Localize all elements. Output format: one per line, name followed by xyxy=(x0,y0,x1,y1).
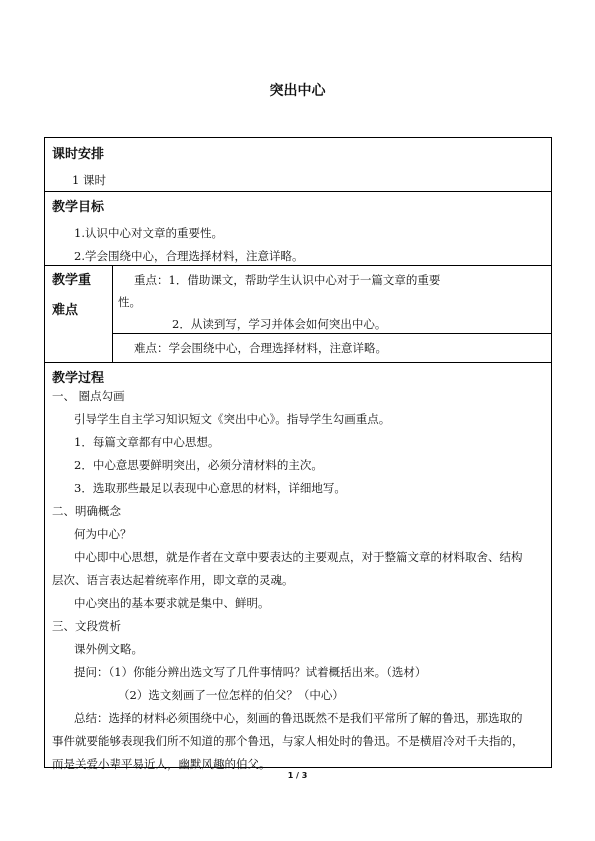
process-line: 二、明确概念 xyxy=(52,504,121,518)
focus-text: 2．从读到写，学习并体会如何突出中心。 xyxy=(172,317,387,331)
process-line: 层次、语言表达起着统率作用，即文章的灵魂。 xyxy=(52,573,294,587)
process-line: 课外例文略。 xyxy=(74,642,143,656)
row-divider xyxy=(112,333,552,334)
column-divider xyxy=(112,265,113,362)
goals-heading: 教学目标 xyxy=(52,200,105,215)
focus-text: 重点：1．借助课文，帮助学生认识中心对于一篇文章的重要 xyxy=(134,273,441,287)
page-number: 1 / 3 xyxy=(287,771,308,780)
process-line: 1．每篇文章都有中心思想。 xyxy=(74,435,220,449)
focus-text: 性。 xyxy=(118,295,141,309)
process-heading: 教学过程 xyxy=(52,371,105,386)
process-line: 2．中心意思要鲜明突出，必须分清材料的主次。 xyxy=(74,458,323,472)
process-line: 一、 圈点勾画 xyxy=(52,389,125,403)
page-title: 突出中心 xyxy=(269,83,326,99)
process-line: （2）选文刻画了一位怎样的伯父？（中心） xyxy=(118,688,344,702)
keypoints-heading: 难点 xyxy=(52,303,79,318)
process-line: 总结：选择的材料必须围绕中心，刻画的鲁迅既然不是我们平常所了解的鲁迅，那选取的 xyxy=(74,711,523,725)
goal-item: 1.认识中心对文章的重要性。 xyxy=(74,226,223,240)
difficulty-text: 难点：学会围绕中心，合理选择材料，注意详略。 xyxy=(134,341,387,355)
process-line: 事件就要能够表现我们所不知道的那个鲁迅，与家人相处时的鲁迅。不是横眉冷对千夫指的， xyxy=(52,734,524,748)
row-divider xyxy=(44,362,552,363)
row-divider xyxy=(44,265,552,266)
process-line: 而是关爱小辈平易近人，幽默风趣的伯父。 xyxy=(52,757,271,771)
process-line: 引导学生自主学习知识短文《突出中心》。指导学生勾画重点。 xyxy=(74,412,391,426)
process-line: 三、文段赏析 xyxy=(52,619,121,633)
process-line: 中心突出的基本要求就是集中、鲜明。 xyxy=(74,596,270,610)
process-line: 何为中心？ xyxy=(74,527,132,541)
row-divider xyxy=(44,191,552,192)
schedule-heading: 课时安排 xyxy=(52,147,105,162)
goal-item: 2.学会围绕中心，合理选择材料，注意详略。 xyxy=(74,249,304,263)
process-line: 中心即中心思想，就是作者在文章中要表达的主要观点，对于整篇文章的材料取舍、结构 xyxy=(74,550,523,564)
schedule-value: 1 课时 xyxy=(72,173,106,187)
process-line: 提问：（1）你能分辨出选文写了几件事情吗？试着概括出来。（选材） xyxy=(74,665,427,679)
keypoints-heading: 教学重 xyxy=(52,273,92,288)
process-line: 3．选取那些最足以表现中心意思的材料，详细地写。 xyxy=(74,481,346,495)
